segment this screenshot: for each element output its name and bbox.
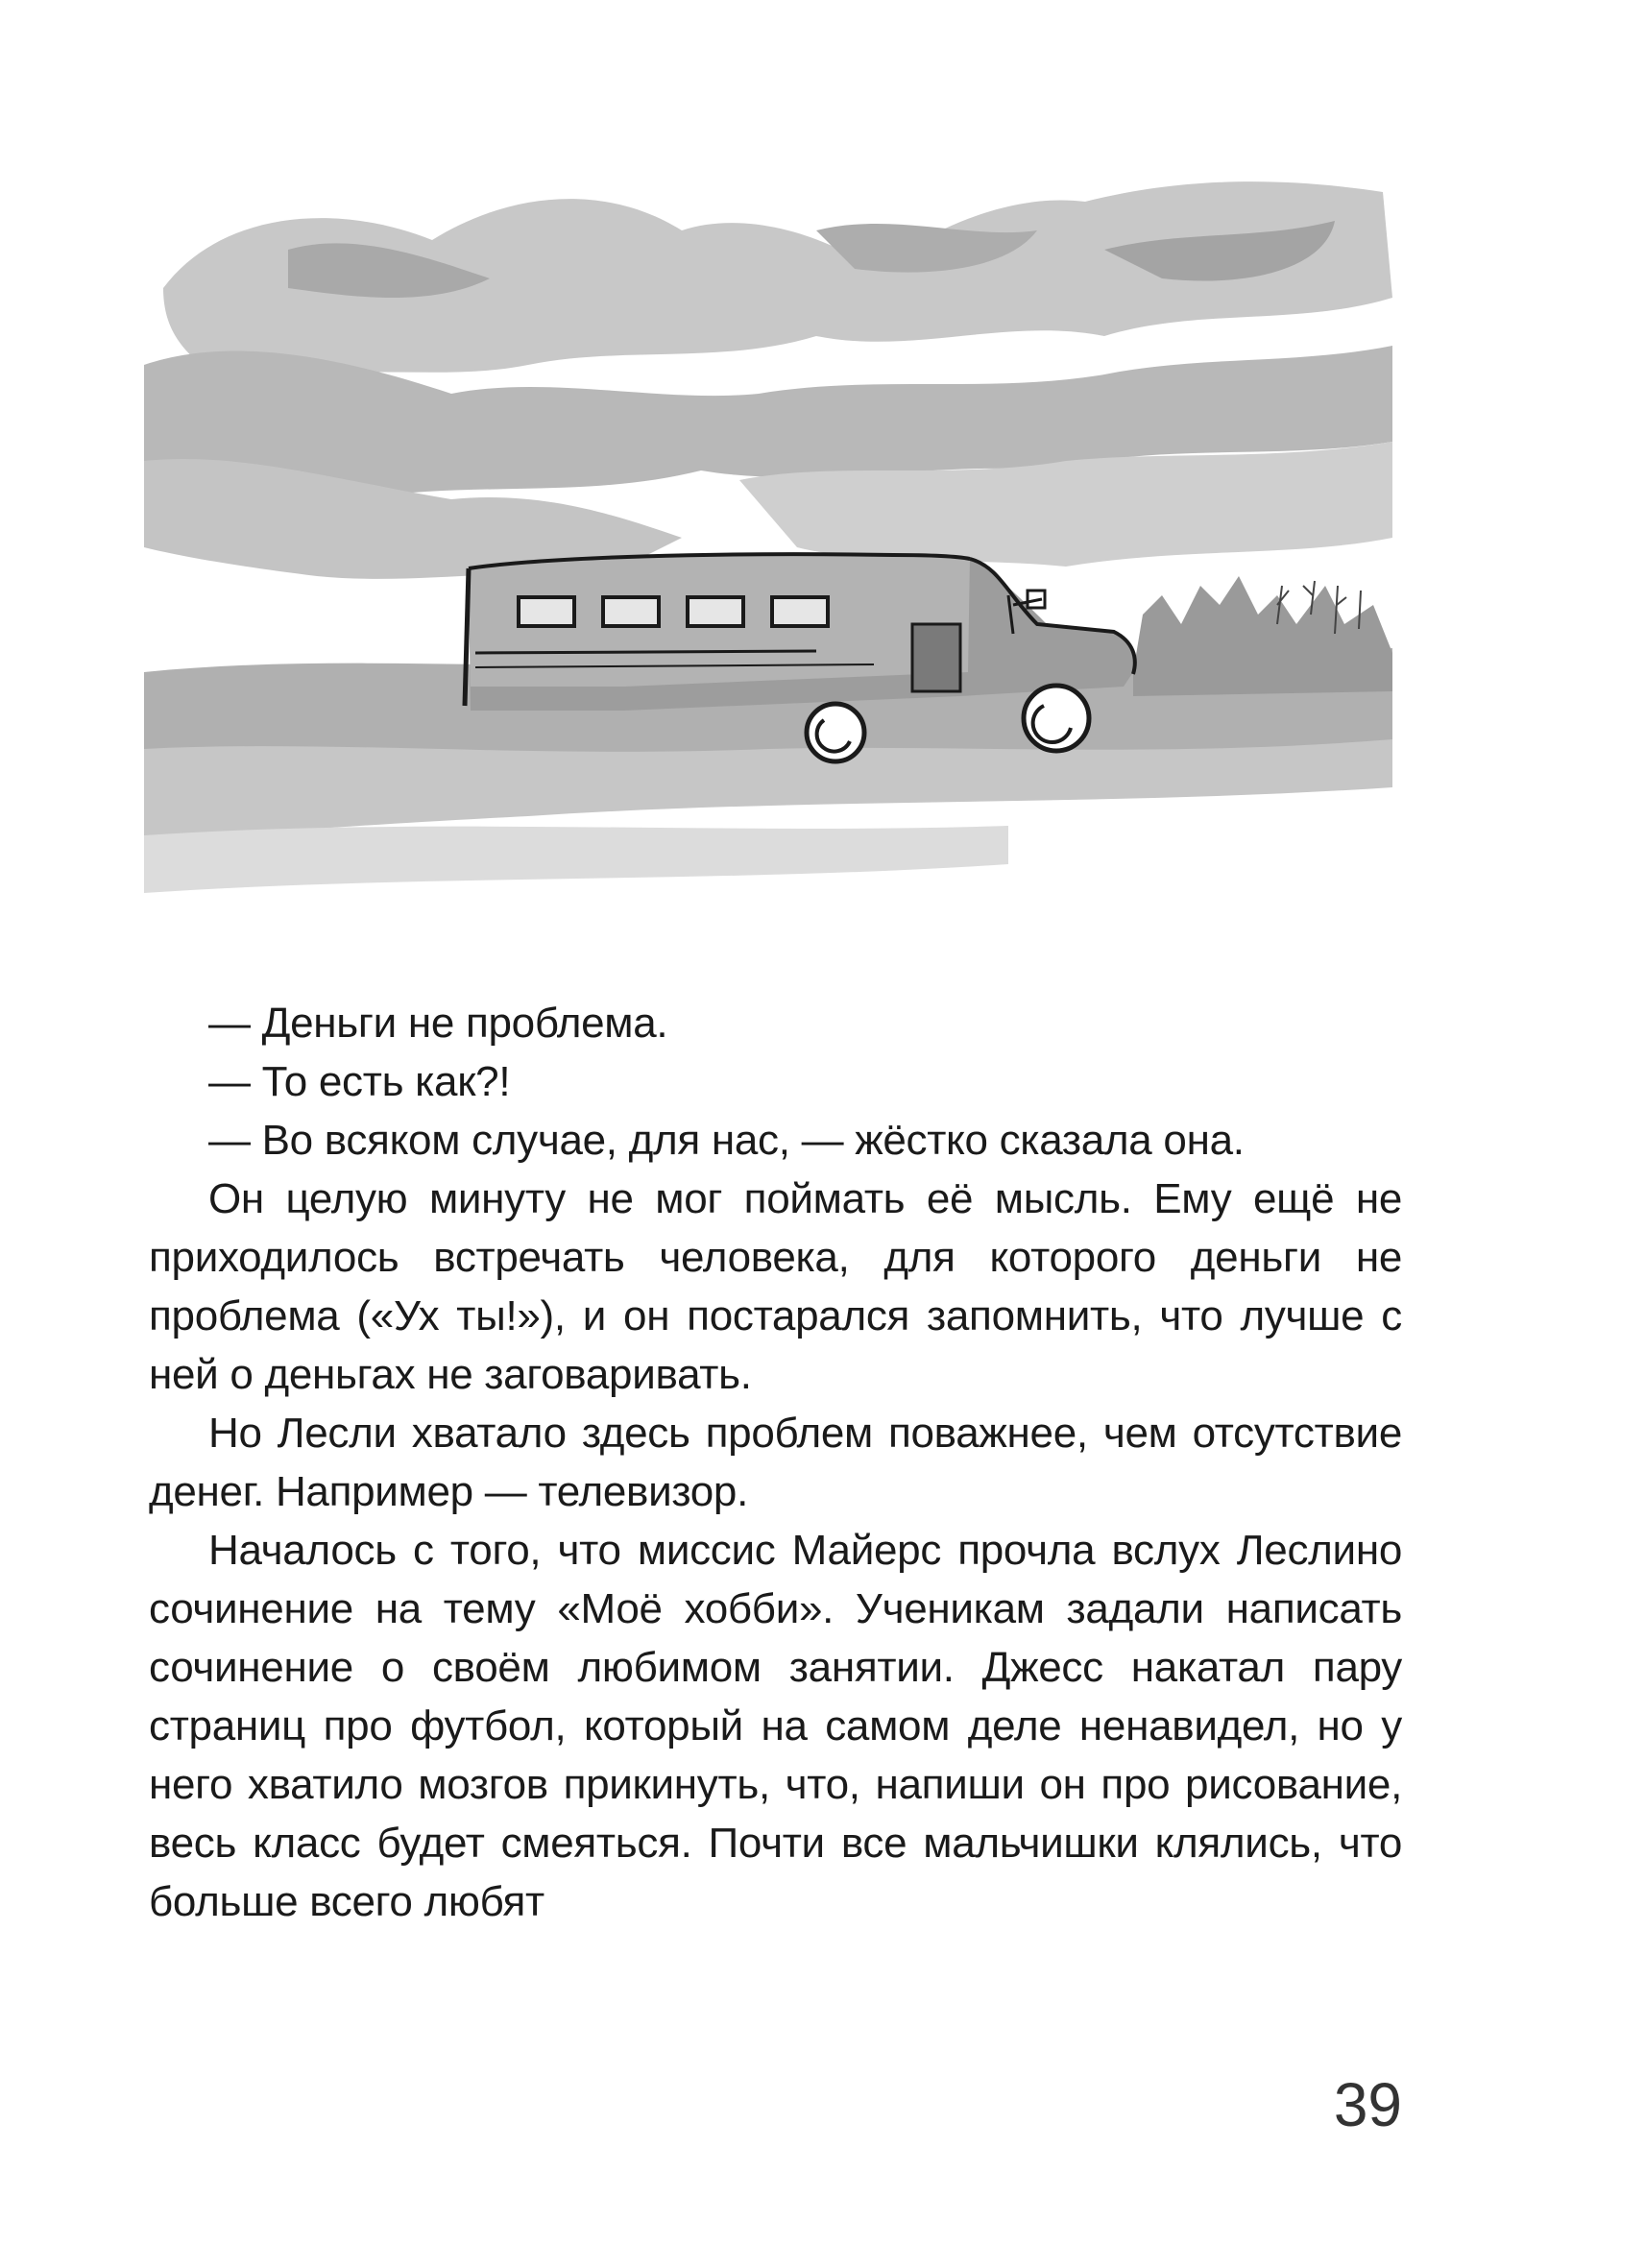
- paragraph: Но Лесли хватало здесь проблем поважнее, чем отсутствие денег. Например — телевизор.: [149, 1410, 1402, 1515]
- clouds: [144, 181, 1392, 579]
- paragraph: — То есть как?!: [208, 1058, 511, 1105]
- body-text: [149, 994, 1402, 1931]
- trees: [1133, 576, 1392, 696]
- school-bus-illustration: [144, 173, 1402, 903]
- paragraph: — Во всяком случае, для нас, — жёстко сказала она.: [208, 1117, 1245, 1164]
- paragraph: — Деньги не проблема.: [208, 1000, 668, 1047]
- paragraph: Он целую минуту не мог поймать её мысль. Ему ещё не приходилось встречать человека, для которого деньги не проблема («Ух ты!»), и он постарался запомнить, что лучше с ней о деньгах не заговаривать.: [149, 1175, 1402, 1398]
- page-number: 39: [1333, 2070, 1402, 2139]
- paragraph: Началось с того, что миссис Майерс прочла вслух Леслино сочинение на тему «Моё хобби». Ученикам задали написать сочинение о своём любимом занятии. Джесс накатал пару страниц про футбол, который на самом деле ненавидел, но у него хватило мозгов прикинуть, что, напиши он про рисование, весь класс будет смеяться. Почти все мальчишки клялись, что больше всего любят: [149, 1527, 1402, 1925]
